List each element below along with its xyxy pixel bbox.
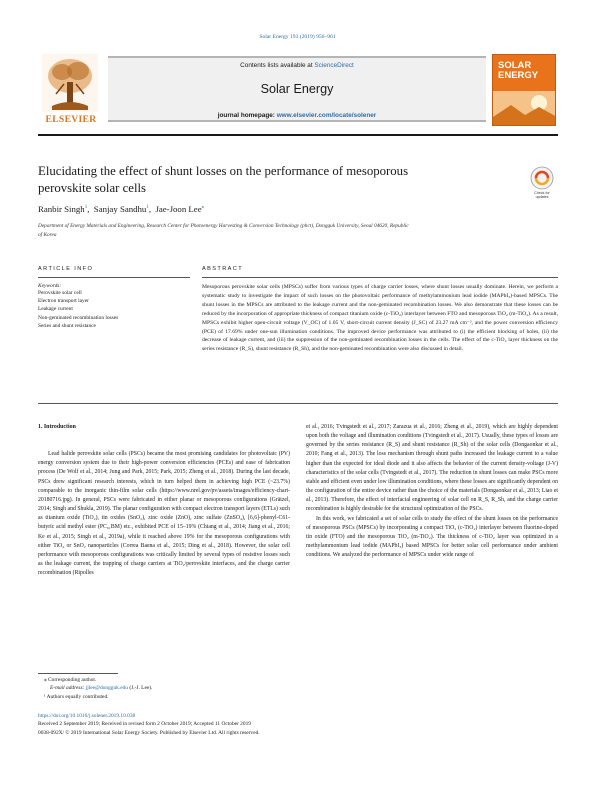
- email-note: [44, 684, 294, 692]
- author-list: Ranbir Singh$^1$, Sanjay Sandhu$^1$, Jae-Joon Lee⁎: [38, 204, 205, 214]
- homepage-label: journal homepage:: [217, 112, 277, 119]
- email-suffix: (J.-J. Lee).: [127, 685, 153, 692]
- keyword: Perovskite solar cell: [38, 290, 82, 296]
- author-1[interactable]: Ranbir Singh$^1$: [38, 204, 88, 214]
- publisher-name: ELSEVIER: [45, 114, 97, 125]
- email-link[interactable]: jjlee@dongguk.edu: [85, 685, 128, 692]
- keywords-label: Keywords:: [38, 283, 62, 289]
- bottom-metadata: [38, 712, 558, 737]
- abstract-rule: [202, 277, 558, 278]
- title-line2: perovskite solar cells: [38, 180, 147, 195]
- keyword: Series and shunt resistance: [38, 322, 96, 329]
- keywords-block: [38, 283, 190, 330]
- contents-text: Contents lists available at: [240, 62, 315, 69]
- intro-paragraph-2: et al., 2016; Tvingstedt et al., 2017; Zarazua et al., 2016; Zheng et al., 2019), which are highly dependent upon both the voltage and illumination conditions (Tvingstedt et al., 2017). Usually, these types of losses are governed by the series resistance (R_S) and shunt resistance (R_Sh) of the solar cells (Dongaonkar et al., 2010; Fang et al., 2013). The loss mechanism through shunt paths increased the leakage current to a value higher than the expected for ideal diode and it also affects the behavior of the current density-voltage (J-V) characteristics of the solar cells (Tvingstedt et al., 2017). The reduction in shunt losses can make PSCs more stable and efficient even under low illumination conditions, where these losses are significantly dependent on the configuration of the entire device rather than the choice of the materials (Dongaonkar et al., 2013; Liao et al., 2013). Therefore, the effect of interfacial engineering of solar cell on R_S, R_Sh, and the charge carrier recombination is highly desirable for the structural optimization of the PSCs.: [306, 424, 558, 513]
- journal-citation[interactable]: Solar Energy 193 (2019) 956–961: [259, 34, 336, 40]
- homepage-line: [108, 112, 486, 119]
- intro-paragraph-3: In this work, we fabricated a set of solar cells to study the effect of the shunt losses on the performance of mesoporous PSCs (MPSCs) by incorporating a compact TiO₂ (c-TiO₂) interlayer between fluorine-doped tin oxide (FTO) and the mesoporous TiO₂ (m-TiO₂). The thickness of c-TiO₂ layer was optimized in a methylammonium lead iodide (MAPbI₃) based MPSCs for better solar cell performance under ambient conditions. We analyzed the performance of MPSCs under wide range of: [306, 515, 558, 559]
- right-column: [306, 423, 558, 560]
- masthead-rule: [38, 134, 558, 136]
- badge-text-2: updates: [535, 195, 549, 200]
- contents-line: [108, 62, 486, 69]
- author-3[interactable]: Jae-Joon Lee⁎: [155, 204, 205, 214]
- affiliation: [38, 222, 558, 239]
- left-column: [38, 423, 290, 578]
- affiliation-line2: of Korea: [38, 231, 57, 238]
- cover-title: [498, 61, 538, 81]
- section-heading: 1. Introduction: [38, 424, 76, 430]
- journal-masthead: [38, 52, 558, 128]
- copyright: 0038-092X/ © 2019 International Solar Energy Society. Published by Elsevier Ltd. All rights reserved.: [38, 729, 260, 736]
- cover-image-icon: [493, 91, 556, 125]
- article-title: [38, 163, 478, 196]
- journal-name: Solar Energy: [260, 82, 334, 96]
- sciencedirect-link[interactable]: ScienceDirect: [314, 62, 354, 69]
- equal-contribution-note: ¹ Authors equally contributed.: [44, 693, 109, 700]
- footnotes: [44, 676, 294, 701]
- footnote-rule: [38, 673, 118, 674]
- publisher-logo[interactable]: [38, 52, 102, 128]
- abstract-heading: ABSTRACT: [202, 266, 244, 272]
- cover-line1: SOLAR: [498, 60, 532, 71]
- author-2[interactable]: Sanjay Sandhu$^1$: [93, 204, 149, 214]
- abstract-text: Mesoporous perovskite solar cells (MPSCs) suffer from various types of charge carrier losses, where shunt losses usually dominate. Herein, we perform a systematic study to investigate the impact of such losses on the photovoltaic performance of methylammonium lead iodide (MAPbI₃)-based MPSCs. The shunt losses in the MPSCs are attributed to the leakage current and the non-geminated recombination losses. We also demonstrate that these losses can be reduced by the incorporation of appropriate thickness of compact titanium oxide (c-TiO₂) interlayer between FTO and mesoporous TiO₂ (m-TiO₂). As a result, MPSCs exhibit higher open-circuit voltage (V_OC) of 1.05 V, short-circuit current density (J_SC) of 23.27 mA cm⁻², and the power conversion efficiency (PCE) of 17.69% under one-sun illumination conditions. The improved device performance was attributed to (i) the efficient blocking of holes, (ii) the decrease of leakage current, and (iii) the suppression of the non-geminated recombination losses in the cells. The effect of the c-TiO₂ layer thickness on the series resistance (R_S), shunt resistance (R_Sh), and the non-geminated recombination were also discussed in detail.: [202, 284, 558, 353]
- journal-info-box: [108, 56, 486, 122]
- elsevier-tree-icon: [42, 54, 98, 112]
- keyword: Leakage current: [38, 306, 73, 313]
- affiliation-line1: Department of Energy Materials and Engineering, Research Center for Photoenergy Harvesting & Conversion Technology (phct), Dongguk University, Seoul 04620, Republic: [38, 223, 409, 229]
- email-label: E-mail address:: [50, 685, 86, 692]
- homepage-link[interactable]: www.elsevier.com/locate/solener: [276, 112, 377, 119]
- intro-paragraph-1: Lead halide perovskite solar cells (PSCs) became the most promising candidates for photovoltaic (PV) energy conversion system due to their high-power conversion efficiencies (PCEs) and ease of fabrication process (De Wolf et al., 2014; Jung and Park, 2015; Park, 2015; Zheng et al., 2018). During the last decade, PSCs drew significant research interests, which in turn helped them in achieving high PCE (~23.7%) comparable to the inorganic thin-film solar cells (https://www.nrel.gov/pv/assets/images/efficiency-chart-20180716.jpg). In general, PSCs were fabricated in either planar or mesoporous configurations (Grätzel, 2014; Singh and Shukla, 2019). The planar configuration with compact electron transport layers (ETLs) such as titanium oxide (TiO₂), tin oxides (SnO₂), zinc oxide (ZnO), zinc sulfate (ZnSO₄), [6,6]-phenyl-C61-butyric acid methyl ester (PC₆₁BM) etc., exhibited PCE of 15–19% (Chiang et al., 2014; Jiang et al., 2016; Ke et al., 2015; Singh et al., 2019a), while it reached above 19% for the mesoporous configurations with either TiO₂ or SnO₂ nanoparticles (Correa Baena et al., 2015; Ding et al., 2018). However, the solar cell performance with mesoporous configurations was critically limited by several types of resistive losses such as the leakage current, the trapping of charge carriers at TiO₂/perovskite interfaces, and the charge carrier recombination (Ripolles: [38, 451, 290, 577]
- article-info-rule: [38, 277, 190, 278]
- keyword: Non-geminated recombination losses: [38, 314, 119, 321]
- badge-text-1: Check for: [534, 191, 550, 195]
- article-info-heading: ARTICLE INFO: [38, 266, 94, 272]
- abstract-end-rule: [38, 403, 558, 404]
- cover-line2: ENERGY: [498, 70, 539, 81]
- title-line1: Elucidating the effect of shunt losses on the performance of mesoporous: [38, 164, 409, 178]
- journal-cover[interactable]: [492, 54, 556, 126]
- corresponding-note: ⁎ Corresponding author.: [44, 677, 97, 683]
- check-for-updates-badge[interactable]: [527, 165, 557, 201]
- received-dates: Received 2 September 2019; Received in revised form 2 October 2019; Accepted 11 October 2019: [38, 721, 251, 728]
- keyword: Electron transport layer: [38, 298, 89, 305]
- doi-link[interactable]: https://doi.org/10.1016/j.solener.2019.10.038: [38, 713, 136, 719]
